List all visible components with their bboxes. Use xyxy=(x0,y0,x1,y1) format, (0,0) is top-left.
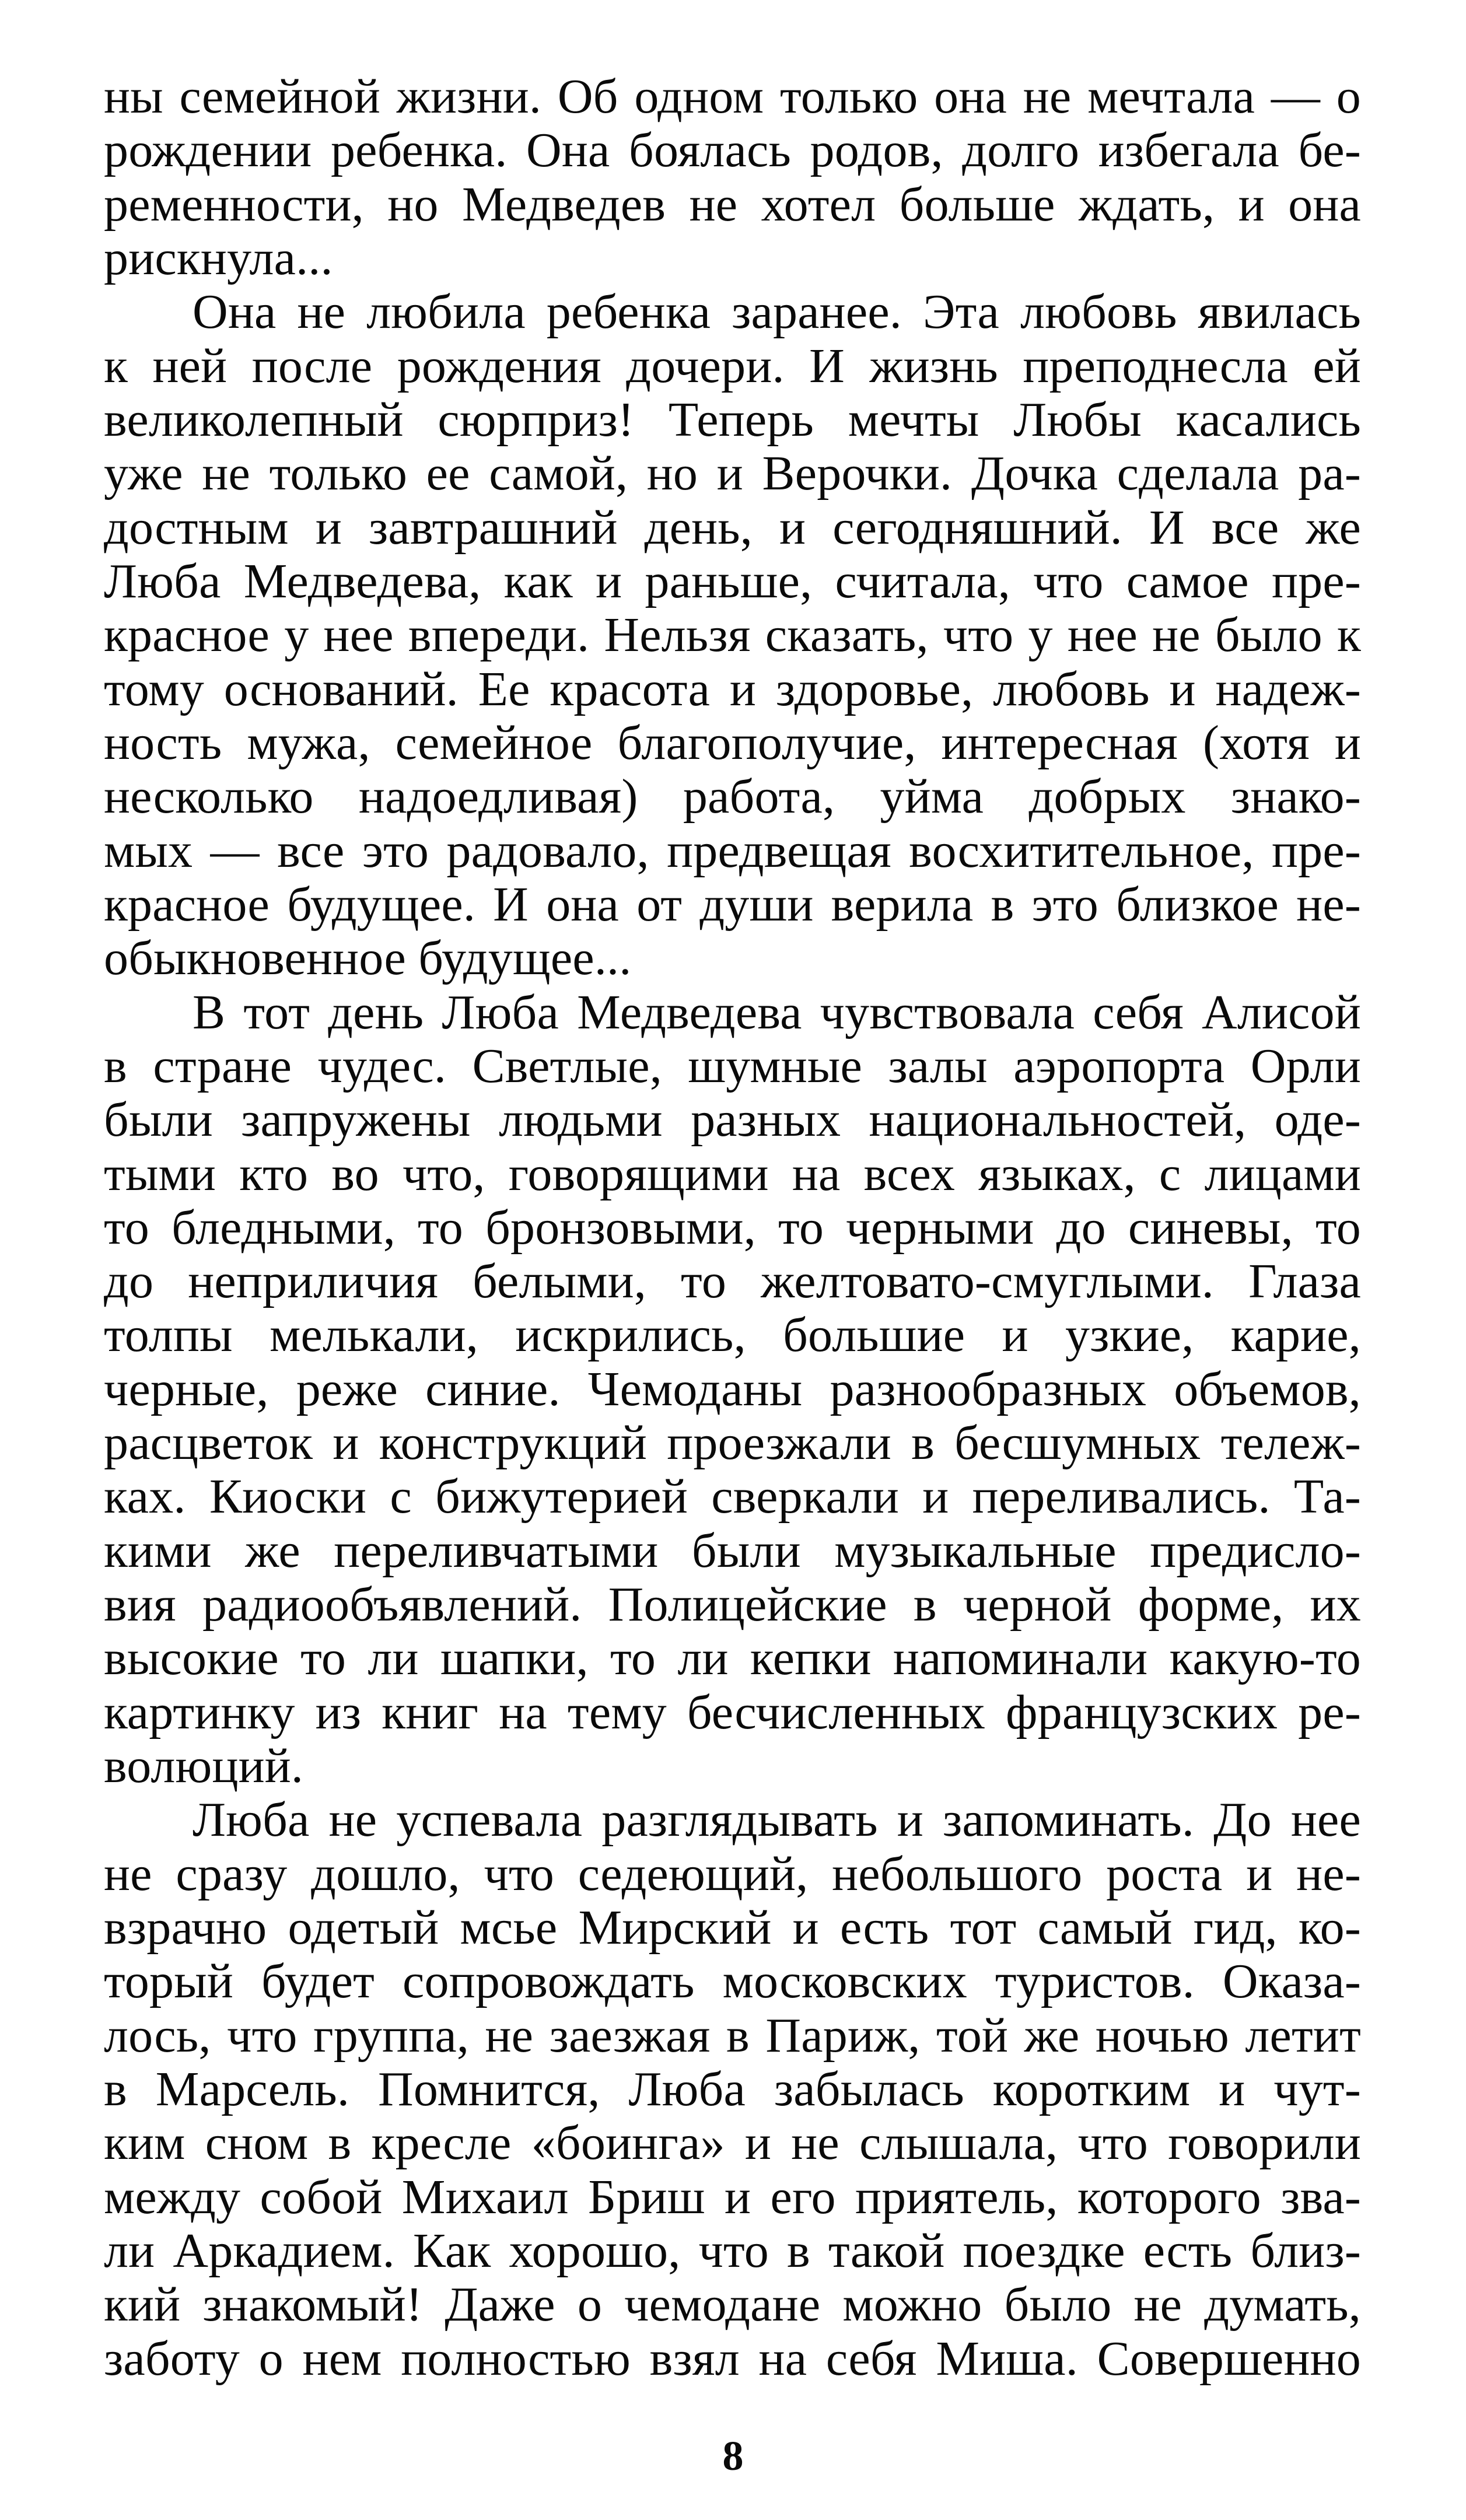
text-line: ременности, но Медведев не хотел больше ждать, и она xyxy=(104,177,1361,232)
text-line: достным и завтрашний день, и сегодняшний. И все же xyxy=(104,501,1361,555)
text-line: ность мужа, семейное благополучие, интересная (хотя и xyxy=(104,716,1361,770)
text-line: великолепный сюрприз! Теперь мечты Любы касались xyxy=(104,393,1361,447)
text-line: ках. Киоски с бижутерией сверкали и переливались. Та- xyxy=(104,1469,1361,1524)
text-line: В тот день Люба Медведева чувствовала себя Алисой xyxy=(193,985,1361,1040)
text-line: Люба Медведева, как и раньше, считала, что самое пре- xyxy=(104,554,1361,608)
text-line: красное будущее. И она от души верила в это близкое не- xyxy=(104,877,1361,932)
text-line: несколько надоедливая) работа, уйма добрых знако- xyxy=(104,769,1361,824)
text-line: ны семейной жизни. Об одном только она не мечтала — о xyxy=(104,69,1361,124)
text-line: лось, что группа, не заезжая в Париж, той же ночью летит xyxy=(104,2008,1361,2063)
text-line: расцветок и конструкций проезжали в бесшумных тележ- xyxy=(104,1416,1361,1470)
text-line: взрачно одетый мсье Мирский и есть тот самый гид, ко- xyxy=(104,1901,1361,1955)
text-line: высокие то ли шапки, то ли кепки напоминали какую-то xyxy=(104,1631,1361,1685)
text-line: в Марсель. Помнится, Люба забылась коротким и чут- xyxy=(104,2062,1361,2116)
text-line: уже не только ее самой, но и Верочки. Дочка сделала ра- xyxy=(104,446,1361,501)
text-line: к ней после рождения дочери. И жизнь преподнесла ей xyxy=(104,339,1361,393)
text-line: волюций. xyxy=(104,1739,304,1793)
text-line: рождении ребенка. Она боялась родов, долго избегала бе- xyxy=(104,123,1361,177)
text-line: мых — все это радовало, предвещая восхитительное, пре- xyxy=(104,824,1361,878)
text-line: Люба не успевала разглядывать и запоминать. До нее xyxy=(193,1793,1361,1847)
text-line: вия радиообъявлений. Полицейские в черной форме, их xyxy=(104,1577,1361,1632)
text-line: тому оснований. Ее красота и здоровье, любовь и надеж- xyxy=(104,662,1361,716)
text-line: торый будет сопровождать московских туристов. Оказа- xyxy=(104,1954,1361,2008)
text-line: картинку из книг на тему бесчисленных французских ре- xyxy=(104,1685,1361,1740)
text-line: в стране чудес. Светлые, шумные залы аэропорта Орли xyxy=(104,1039,1361,1093)
text-line: черные, реже синие. Чемоданы разнообразных объемов, xyxy=(104,1362,1361,1416)
page-number: 8 xyxy=(722,2432,744,2479)
text-line: красное у нее впереди. Нельзя сказать, что у нее не было к xyxy=(104,608,1361,662)
text-line: не сразу дошло, что седеющий, небольшого роста и не- xyxy=(104,1847,1361,1901)
text-line: заботу о нем полностью взял на себя Миша. Совершенно xyxy=(104,2332,1361,2386)
text-line: толпы мелькали, искрились, большие и узкие, карие, xyxy=(104,1308,1361,1362)
text-line: кий знакомый! Даже о чемодане можно было не думать, xyxy=(104,2277,1361,2332)
text-line: рискнула... xyxy=(104,231,333,285)
text-line: то бледными, то бронзовыми, то черными до синевы, то xyxy=(104,1200,1361,1255)
text-line: между собой Михаил Бриш и его приятель, которого зва- xyxy=(104,2170,1361,2224)
text-line: тыми кто во что, говорящими на всех языках, с лицами xyxy=(104,1147,1361,1201)
text-line: обыкновенное будущее... xyxy=(104,931,632,985)
text-line: были запружены людьми разных национальностей, оде- xyxy=(104,1093,1361,1147)
text-line: кими же переливчатыми были музыкальные предисло- xyxy=(104,1524,1361,1578)
text-line: Она не любила ребенка заранее. Эта любовь явилась xyxy=(193,285,1361,339)
text-line: ли Аркадием. Как хорошо, что в такой поездке есть близ- xyxy=(104,2224,1361,2278)
text-line: до неприличия белыми, то желтовато-смуглыми. Глаза xyxy=(104,1254,1361,1308)
text-line: ким сном в кресле «боинга» и не слышала, что говорили xyxy=(104,2116,1361,2170)
